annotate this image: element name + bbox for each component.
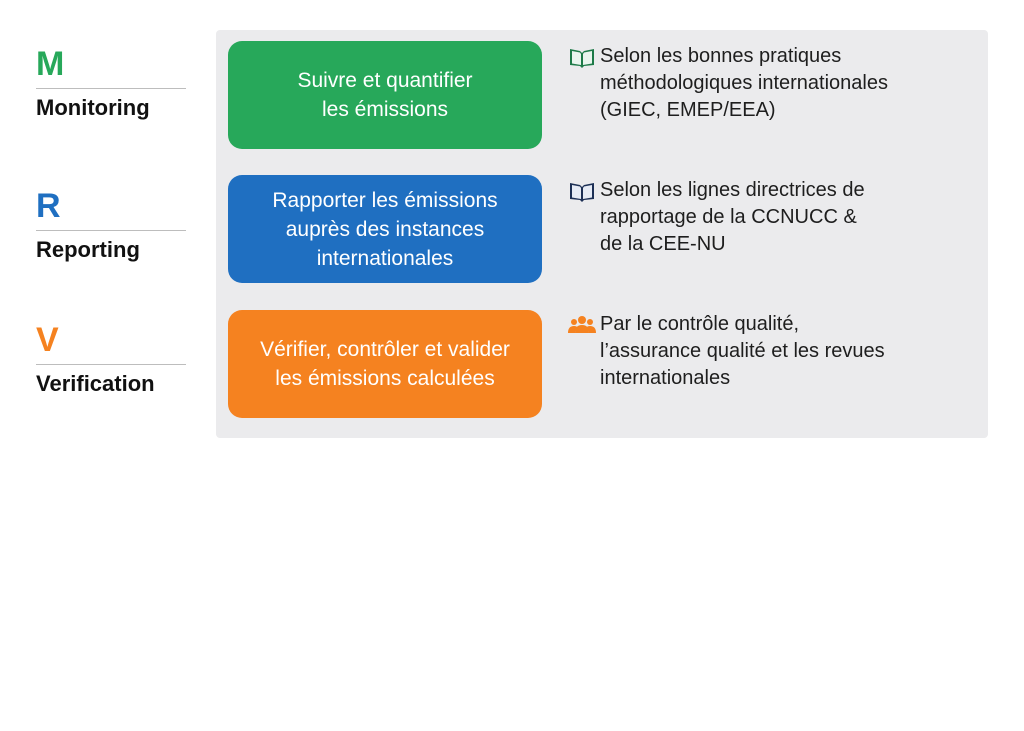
verification-label [36, 320, 186, 397]
book-icon [568, 45, 596, 69]
letter-m: M [36, 44, 186, 89]
book-icon [568, 179, 596, 203]
verification-note-text: Par le contrôle qualité, l’assurance qualité et les revues internationales [600, 313, 885, 389]
reporting-label [36, 186, 186, 263]
monitoring-label [36, 44, 186, 121]
people-icon [568, 313, 596, 337]
reporting-note-text: Selon les lignes directrices de rapportage de la CCNUCC & de la CEE-NU [600, 179, 865, 255]
word-monitoring: Monitoring [36, 95, 150, 120]
letter-v: V [36, 320, 186, 365]
reporting-action-box: Rapporter les émissions auprès des instances internationales [228, 175, 542, 283]
letter-r: R [36, 186, 186, 231]
word-verification: Verification [36, 371, 155, 396]
monitoring-note-text: Selon les bonnes pratiques méthodologiques internationales (GIEC, EMEP/EEA) [600, 45, 888, 121]
word-reporting: Reporting [36, 237, 140, 262]
monitoring-action-box: Suivre et quantifier les émissions [228, 41, 542, 149]
verification-action-box: Vérifier, contrôler et valider les émissions calculées [228, 310, 542, 418]
